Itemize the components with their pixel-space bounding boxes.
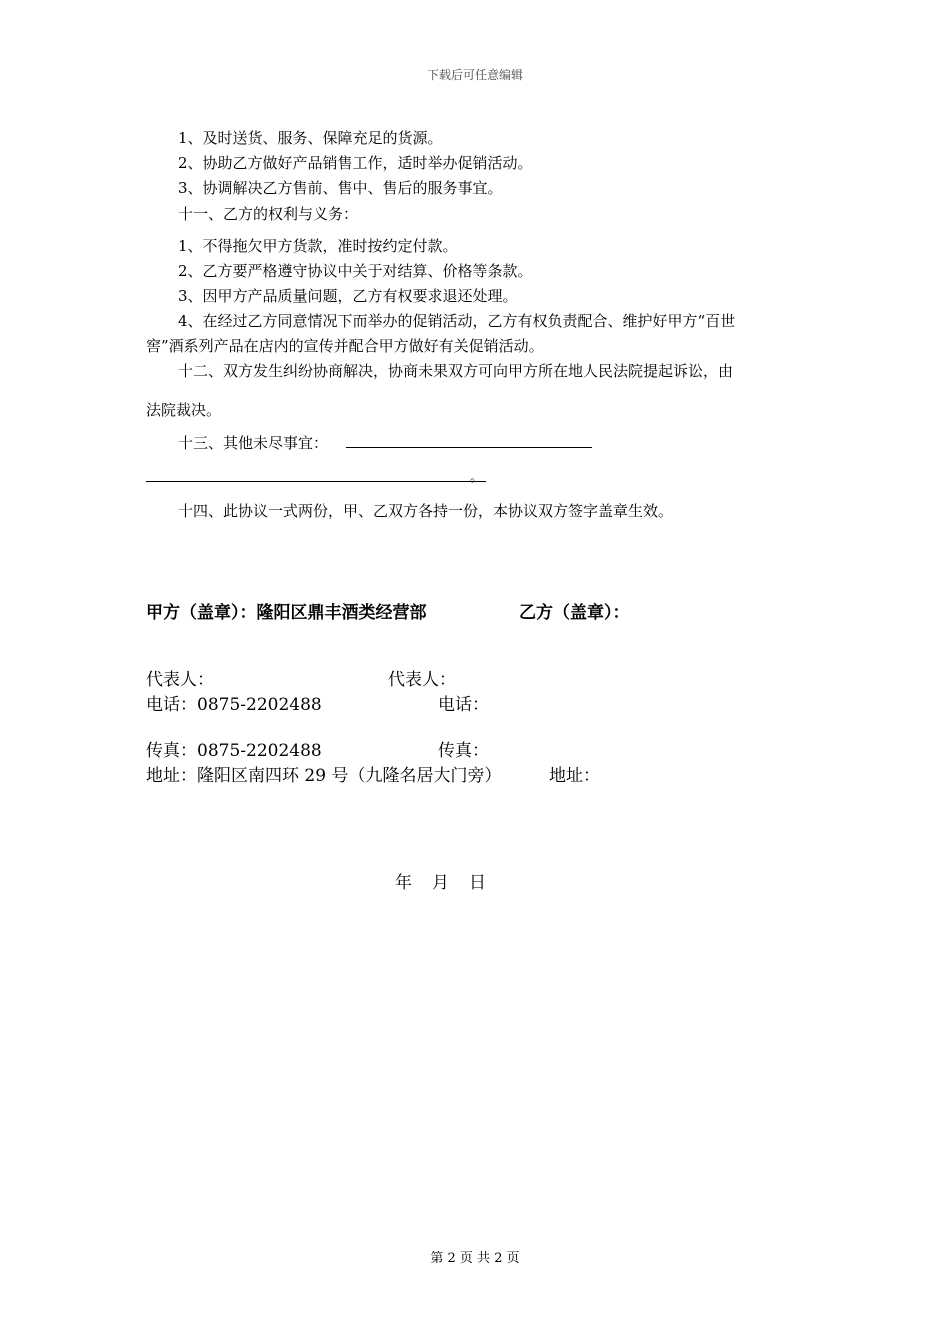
- party-b-phone: 电话：: [438, 695, 489, 715]
- clause-13-label: 十三、其他未尽事宜：: [178, 434, 329, 452]
- party-b-representative: 代表人：: [388, 670, 456, 690]
- obligation-item-2: 2、协助乙方做好产品销售工作，适时举办促销活动。: [178, 154, 533, 172]
- obligation-item-1: 1、及时送货、服务、保障充足的货源。: [178, 129, 443, 147]
- party-a-fax: 传真：0875-2202488: [146, 741, 322, 761]
- right-item-1: 1、不得拖欠甲方货款，准时按约定付款。: [178, 237, 458, 255]
- date-month: 月: [432, 873, 449, 893]
- party-a-phone: 电话：0875-2202488: [146, 695, 322, 715]
- clause-13-end: 。: [470, 470, 484, 485]
- right-item-4-line1: 4、在经过乙方同意情况下而举办的促销活动，乙方有权负责配合、维护好甲方“百世: [178, 312, 736, 330]
- date-day: 日: [469, 873, 486, 893]
- right-item-3: 3、因甲方产品质量问题，乙方有权要求退还处理。: [178, 287, 518, 305]
- obligation-item-3: 3、协调解决乙方售前、售中、售后的服务事宜。: [178, 179, 503, 197]
- clause-13-blank-line: [346, 447, 592, 448]
- clause-12-line2: 法院裁决。: [146, 401, 222, 419]
- party-a-address: 地址：隆阳区南四环 29 号（九隆名居大门旁）: [146, 766, 502, 786]
- right-item-4-line2: 窖”酒系列产品在店内的宣传并配合甲方做好有关促销活动。: [146, 337, 544, 355]
- clause-13-blank-line-2: [146, 481, 486, 482]
- clause-11-heading: 十一、乙方的权利与义务：: [178, 205, 359, 223]
- party-b-address: 地址：: [549, 766, 600, 786]
- right-item-2: 2、乙方要严格遵守协议中关于对结算、价格等条款。: [178, 262, 533, 280]
- clause-14: 十四、此协议一式两份，甲、乙双方各持一份，本协议双方签字盖章生效。: [178, 502, 674, 520]
- page-footer: 第 2 页 共 2 页: [430, 1251, 520, 1266]
- clause-12-line1: 十二、双方发生纠纷协商解决，协商未果双方可向甲方所在地人民法院提起诉讼，由: [178, 362, 734, 380]
- party-a-representative: 代表人：: [146, 670, 214, 690]
- party-b-fax: 传真：: [438, 741, 489, 761]
- page-header: 下载后可任意编辑: [426, 68, 523, 82]
- party-a-seal: 甲方（盖章）：隆阳区鼎丰酒类经营部: [146, 603, 427, 623]
- party-b-seal: 乙方（盖章）：: [519, 603, 630, 623]
- date-year: 年: [395, 873, 412, 893]
